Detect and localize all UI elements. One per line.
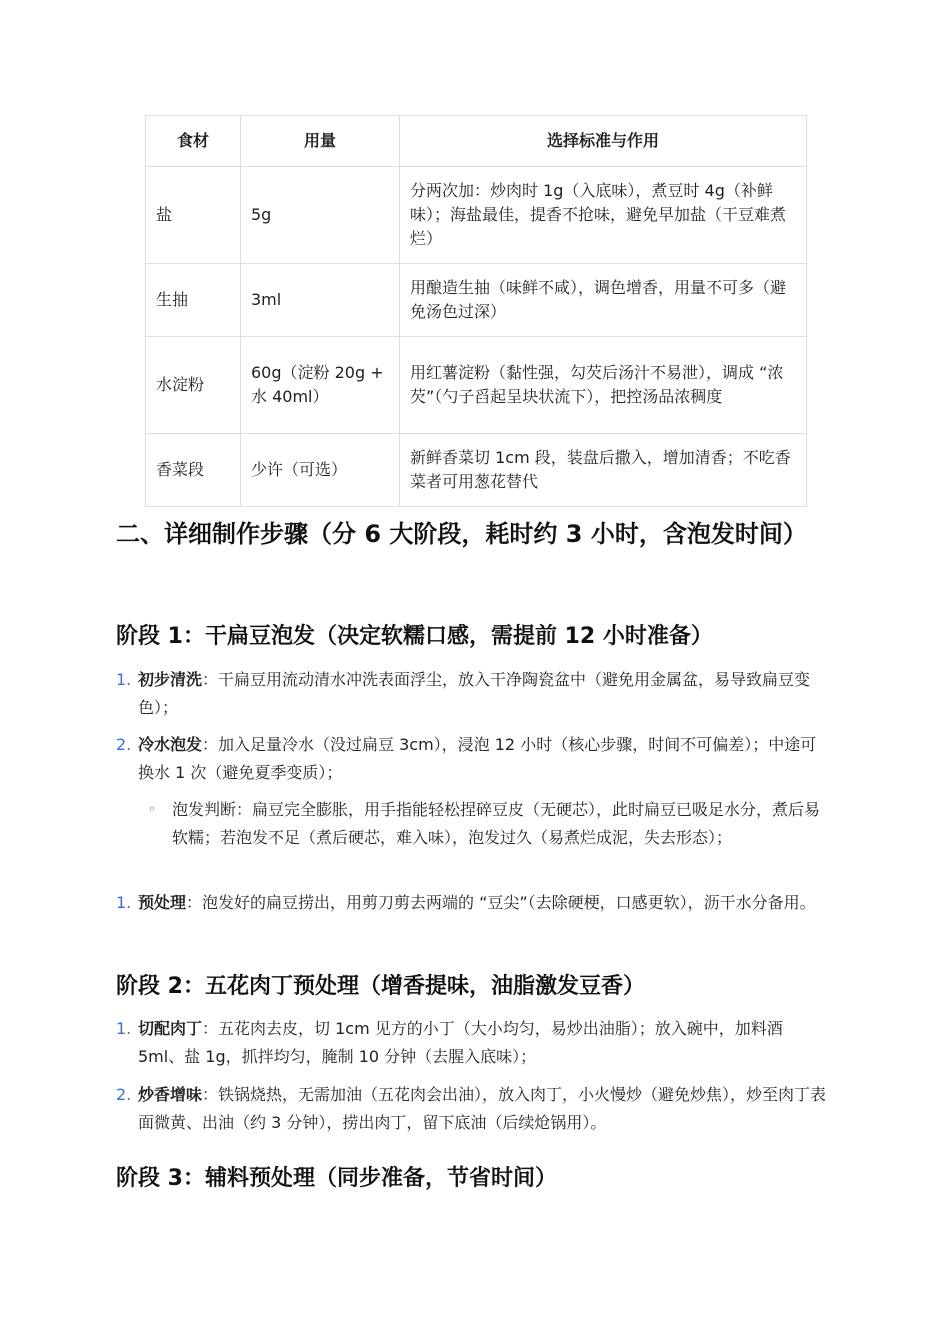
table-header-row [146, 116, 807, 167]
cell-amount: 60g（淀粉 20g + 水 40ml） [241, 337, 400, 434]
section-heading: 二、详细制作步骤（分 6 大阶段，耗时约 3 小时，含泡发时间） [116, 520, 807, 548]
cell-amount: 3ml [241, 264, 400, 337]
item-text: ：加入足量冷水（没过扁豆 3cm），浸泡 12 小时（核心步骤，时间不可偏差）；中途可换水 1 次（避免夏季变质）； [138, 735, 817, 782]
stage-1-heading: 阶段 1：干扁豆泡发（决定软糯口感，需提前 12 小时准备） [116, 624, 713, 649]
cell-ingredient: 生抽 [146, 264, 241, 337]
header-ingredient: 食材 [146, 116, 241, 167]
list-number: 1. [116, 893, 132, 912]
ingredient-table [145, 115, 807, 507]
table-row [146, 167, 807, 264]
cell-ingredient: 香菜段 [146, 434, 241, 507]
table-row [146, 337, 807, 434]
cell-ingredient: 盐 [146, 167, 241, 264]
sub-item-text: 泡发判断：扁豆完全膨胀，用手指能轻松捏碎豆皮（无硬芯），此时扁豆已吸足水分，煮后易软糯；若泡发不足（煮后硬芯，难入味），泡发过久（易煮烂成泥，失去形态）； [172, 800, 821, 847]
table-row [146, 434, 807, 507]
list-number: 2. [116, 1085, 132, 1104]
item-lead: 炒香增味 [138, 1085, 203, 1104]
cell-note: 用酿造生抽（味鲜不咸），调色增香，用量不可多（避免汤色过深） [400, 264, 807, 337]
item-text: ：泡发好的扁豆捞出，用剪刀剪去两端的 “豆尖”（去除硬梗，口感更软），沥干水分备用。 [186, 893, 816, 912]
header-amount: 用量 [241, 116, 400, 167]
stage-3-heading: 阶段 3：辅料预处理（同步准备，节省时间） [116, 1166, 557, 1191]
table-row [146, 264, 807, 337]
cell-amount: 少许（可选） [241, 434, 400, 507]
list-item [116, 889, 832, 917]
sub-list-item [148, 796, 832, 852]
stage-2-heading: 阶段 2：五花肉丁预处理（增香提味，油脂激发豆香） [116, 974, 645, 999]
cell-note: 新鲜香菜切 1cm 段，装盘后撒入，增加清香；不吃香菜者可用葱花替代 [400, 434, 807, 507]
item-text: ：铁锅烧热，无需加油（五花肉会出油），放入肉丁，小火慢炒（避免炒焦），炒至肉丁表面微黄、出油（约 3 分钟），捞出肉丁，留下底油（后续炝锅用）。 [138, 1085, 827, 1132]
item-lead: 切配肉丁 [138, 1019, 203, 1038]
item-lead: 初步清洗 [138, 670, 203, 689]
bullet-icon: ◦ [148, 802, 157, 818]
item-lead: 预处理 [138, 893, 187, 912]
cell-ingredient: 水淀粉 [146, 337, 241, 434]
item-lead: 冷水泡发 [138, 735, 203, 754]
cell-note: 用红薯淀粉（黏性强，勾芡后汤汁不易泄），调成 “浓芡”（勺子舀起呈块状流下），把控汤品浓稠度 [400, 337, 807, 434]
list-item [116, 731, 832, 787]
item-text: ：干扁豆用流动清水冲洗表面浮尘，放入干净陶瓷盆中（避免用金属盆，易导致扁豆变色）； [138, 670, 811, 717]
list-item [116, 1081, 832, 1137]
header-note: 选择标准与作用 [400, 116, 807, 167]
list-item [116, 1015, 832, 1071]
list-item [116, 666, 832, 722]
cell-amount: 5g [241, 167, 400, 264]
item-text: ：五花肉去皮，切 1cm 见方的小丁（大小均匀，易炒出油脂）；放入碗中，加料酒 5ml、盐 1g，抓拌均匀，腌制 10 分钟（去腥入底味）； [138, 1019, 783, 1066]
list-number: 2. [116, 735, 132, 754]
list-number: 1. [116, 670, 132, 689]
cell-note: 分两次加：炒肉时 1g（入底味），煮豆时 4g（补鲜味）；海盐最佳，提香不抢味，避免早加盐（干豆难煮烂） [400, 167, 807, 264]
list-number: 1. [116, 1019, 132, 1038]
